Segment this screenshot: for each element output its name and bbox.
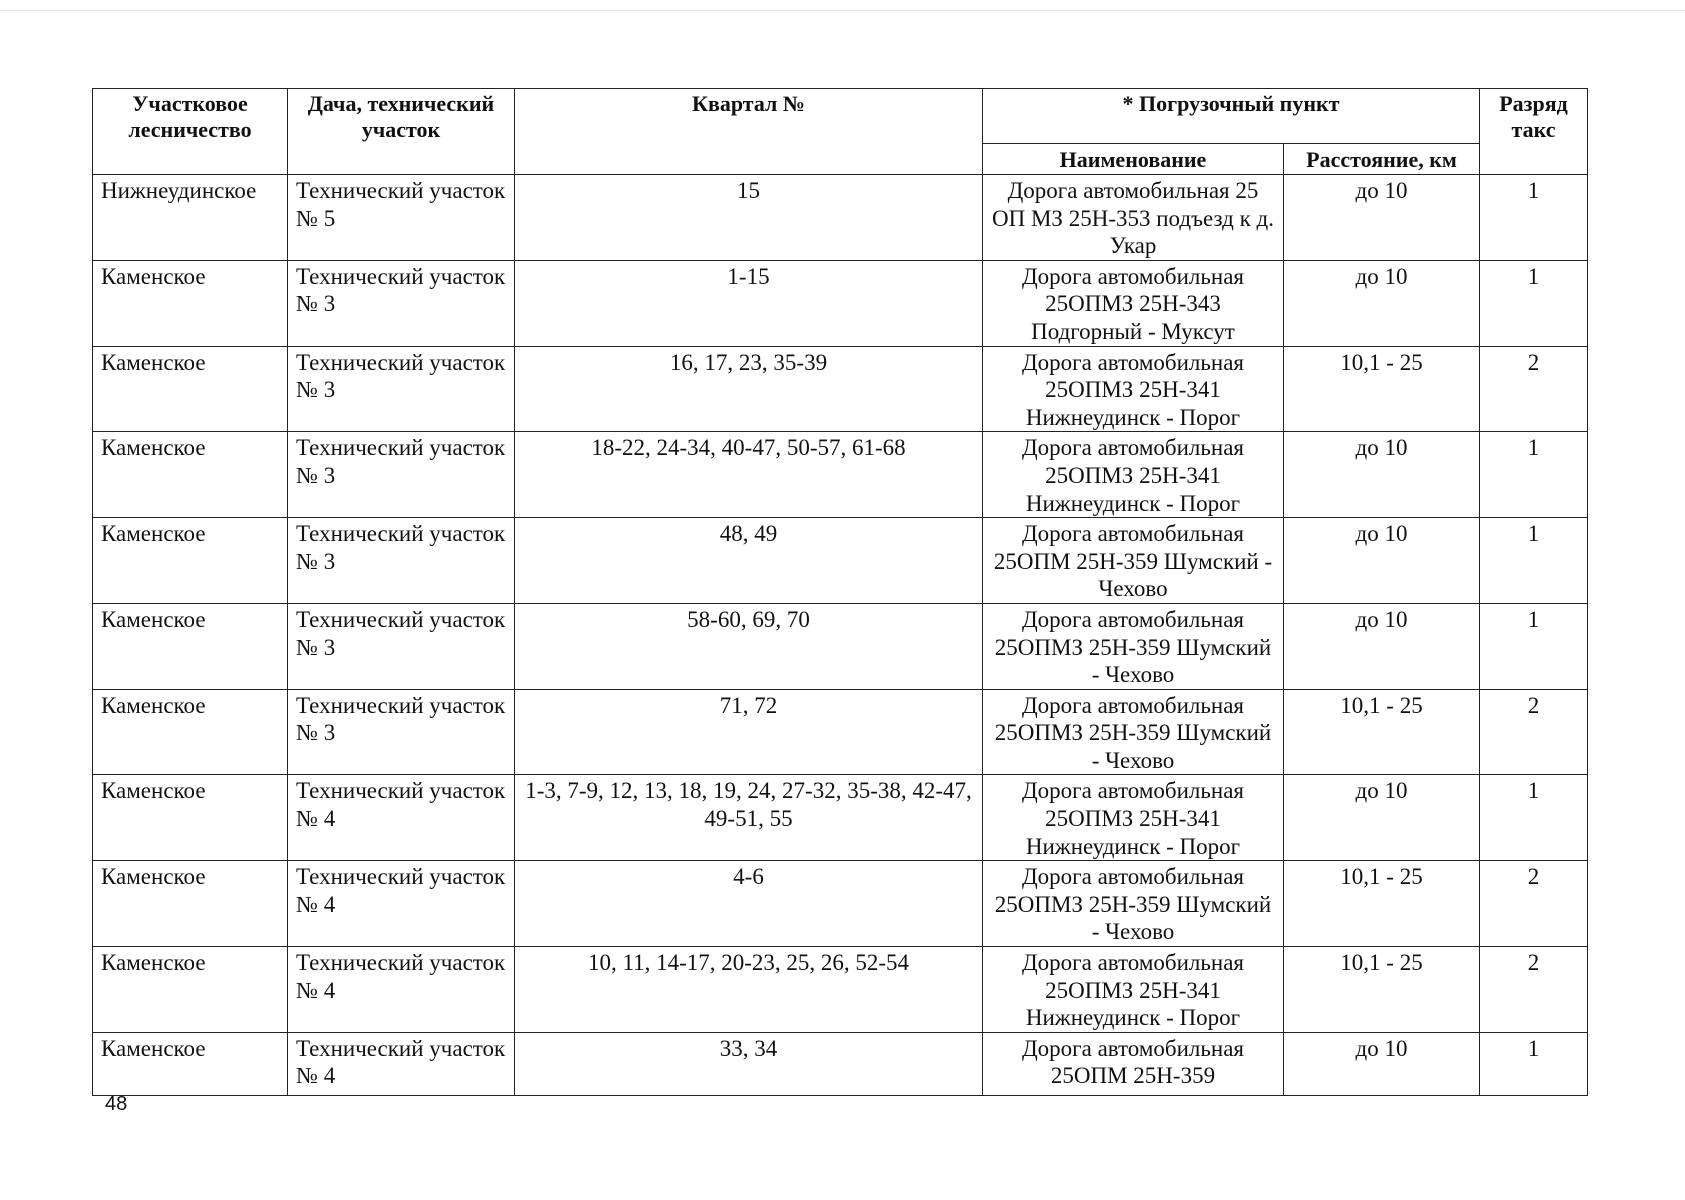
cell-tax-class: 1 <box>1480 260 1588 346</box>
table-row <box>93 603 1588 689</box>
cell-dacha: Технический участок № 3 <box>288 346 515 432</box>
page-number: 48 <box>105 1093 128 1115</box>
cell-loading-name: Дорога автомобильная 25ОПМЗ 25Н-341 Нижнеудинск - Порог <box>983 346 1284 432</box>
table-row <box>93 861 1588 947</box>
cell-tax-class: 1 <box>1480 1032 1588 1095</box>
cell-loading-name: Дорога автомобильная 25ОПМЗ 25Н-341 Нижнеудинск - Порог <box>983 775 1284 861</box>
cell-distance: до 10 <box>1284 175 1480 261</box>
cell-forestry: Каменское <box>93 518 288 604</box>
table-row <box>93 175 1588 261</box>
cell-forestry: Каменское <box>93 1032 288 1095</box>
cell-quarter: 15 <box>515 175 983 261</box>
cell-dacha: Технический участок № 5 <box>288 175 515 261</box>
cell-distance: до 10 <box>1284 432 1480 518</box>
header-loading-name: Наименование <box>983 144 1284 175</box>
header-dacha: Дача, технический участок <box>288 89 515 175</box>
cell-loading-name: Дорога автомобильная 25ОПМЗ 25Н-359 Шумский - Чехово <box>983 603 1284 689</box>
cell-forestry: Каменское <box>93 775 288 861</box>
cell-dacha: Технический участок № 4 <box>288 861 515 947</box>
cell-forestry: Каменское <box>93 689 288 775</box>
cell-tax-class: 1 <box>1480 775 1588 861</box>
cell-quarter: 71, 72 <box>515 689 983 775</box>
cell-loading-name: Дорога автомобильная 25 ОП МЗ 25Н-353 подъезд к д. Укар <box>983 175 1284 261</box>
cell-loading-name: Дорога автомобильная 25ОПМЗ 25Н-343 Подгорный - Муксут <box>983 260 1284 346</box>
cell-tax-class: 2 <box>1480 346 1588 432</box>
cell-tax-class: 2 <box>1480 947 1588 1033</box>
cell-tax-class: 2 <box>1480 689 1588 775</box>
cell-forestry: Каменское <box>93 260 288 346</box>
table-row <box>93 260 1588 346</box>
cell-forestry: Каменское <box>93 947 288 1033</box>
cell-quarter: 48, 49 <box>515 518 983 604</box>
header-quarter: Квартал № <box>515 89 983 175</box>
cell-quarter: 33, 34 <box>515 1032 983 1095</box>
table-row <box>93 689 1588 775</box>
cell-dacha: Технический участок № 4 <box>288 1032 515 1095</box>
cell-distance: до 10 <box>1284 775 1480 861</box>
cell-loading-name: Дорога автомобильная 25ОПМ 25Н-359 <box>983 1032 1284 1095</box>
cell-dacha: Технический участок № 3 <box>288 432 515 518</box>
cell-forestry: Каменское <box>93 861 288 947</box>
cell-distance: до 10 <box>1284 603 1480 689</box>
cell-distance: до 10 <box>1284 1032 1480 1095</box>
table-row <box>93 432 1588 518</box>
cell-tax-class: 1 <box>1480 518 1588 604</box>
cell-loading-name: Дорога автомобильная 25ОПМЗ 25Н-341 Нижнеудинск - Порог <box>983 432 1284 518</box>
cell-loading-name: Дорога автомобильная 25ОПМЗ 25Н-359 Шумский - Чехово <box>983 861 1284 947</box>
header-tax-class: Разряд такс <box>1480 89 1588 175</box>
cell-quarter: 18-22, 24-34, 40-47, 50-57, 61-68 <box>515 432 983 518</box>
cell-quarter: 58-60, 69, 70 <box>515 603 983 689</box>
table-row <box>93 346 1588 432</box>
cell-distance: 10,1 - 25 <box>1284 346 1480 432</box>
cell-tax-class: 1 <box>1480 603 1588 689</box>
page-edge-line <box>0 10 1685 11</box>
loading-points-table <box>92 88 1588 1096</box>
cell-forestry: Каменское <box>93 432 288 518</box>
cell-forestry: Каменское <box>93 603 288 689</box>
cell-distance: 10,1 - 25 <box>1284 947 1480 1033</box>
cell-loading-name: Дорога автомобильная 25ОПМЗ 25Н-341 Нижнеудинск - Порог <box>983 947 1284 1033</box>
table-row <box>93 775 1588 861</box>
header-forestry: Участковое лесничество <box>93 89 288 175</box>
cell-quarter: 1-3, 7-9, 12, 13, 18, 19, 24, 27-32, 35-38, 42-47, 49-51, 55 <box>515 775 983 861</box>
cell-distance: до 10 <box>1284 260 1480 346</box>
cell-distance: до 10 <box>1284 518 1480 604</box>
cell-quarter: 1-15 <box>515 260 983 346</box>
cell-quarter: 16, 17, 23, 35-39 <box>515 346 983 432</box>
cell-loading-name: Дорога автомобильная 25ОПМЗ 25Н-359 Шумский - Чехово <box>983 689 1284 775</box>
cell-tax-class: 2 <box>1480 861 1588 947</box>
table-row <box>93 1032 1588 1095</box>
header-loading-point: * Погрузочный пункт <box>983 89 1480 144</box>
table-row <box>93 518 1588 604</box>
cell-tax-class: 1 <box>1480 175 1588 261</box>
table-row <box>93 947 1588 1033</box>
cell-dacha: Технический участок № 4 <box>288 947 515 1033</box>
cell-dacha: Технический участок № 3 <box>288 518 515 604</box>
cell-forestry: Нижнеудинское <box>93 175 288 261</box>
cell-dacha: Технический участок № 3 <box>288 603 515 689</box>
cell-quarter: 10, 11, 14-17, 20-23, 25, 26, 52-54 <box>515 947 983 1033</box>
cell-dacha: Технический участок № 3 <box>288 260 515 346</box>
cell-dacha: Технический участок № 4 <box>288 775 515 861</box>
cell-distance: 10,1 - 25 <box>1284 861 1480 947</box>
cell-tax-class: 1 <box>1480 432 1588 518</box>
cell-forestry: Каменское <box>93 346 288 432</box>
cell-dacha: Технический участок № 3 <box>288 689 515 775</box>
header-loading-distance: Расстояние, км <box>1284 144 1480 175</box>
cell-quarter: 4-6 <box>515 861 983 947</box>
cell-distance: 10,1 - 25 <box>1284 689 1480 775</box>
cell-loading-name: Дорога автомобильная 25ОПМ 25Н-359 Шумский - Чехово <box>983 518 1284 604</box>
